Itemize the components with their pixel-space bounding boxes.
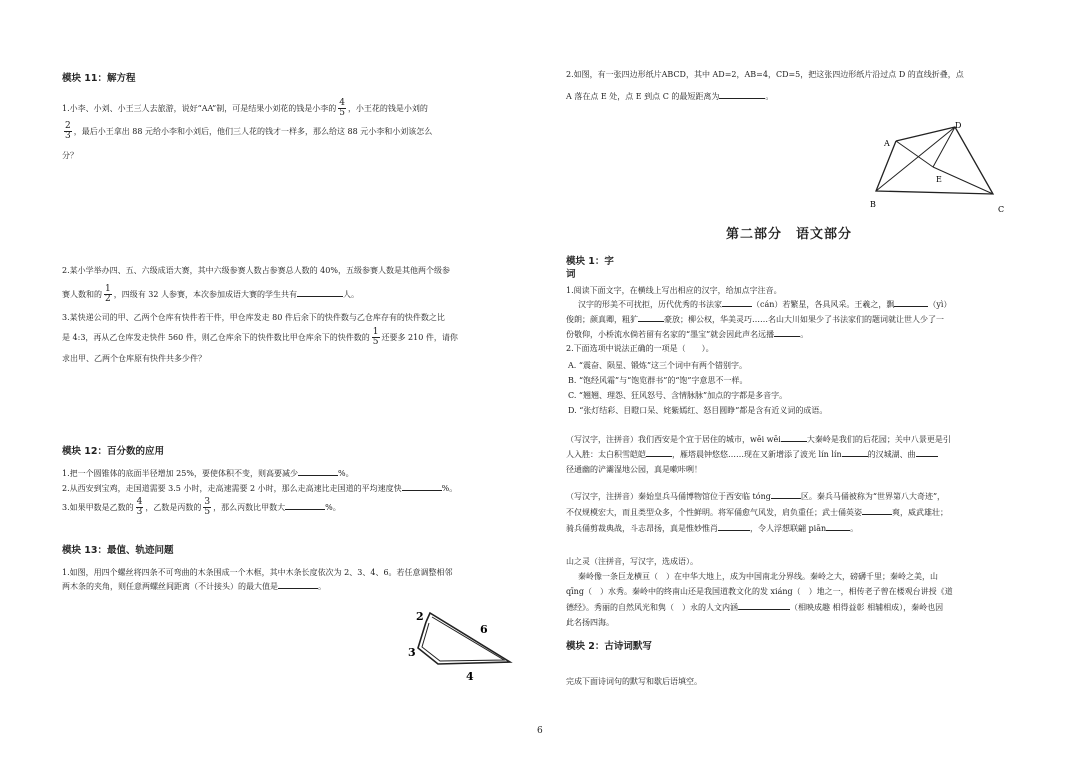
fraction: $\frac{2}{3}$ bbox=[65, 121, 71, 142]
bingmayong-line3: 骑兵俑剪裁典战，斗志昂扬，真是惟妙惟肖 ，令人浮想联翩 piān 。 bbox=[566, 524, 859, 533]
answer-blank[interactable] bbox=[862, 514, 892, 515]
option-b: B. “饱经风霜”与“饱览群书”的“饱”字意思不一样。 bbox=[568, 376, 748, 385]
answer-blank[interactable] bbox=[718, 530, 750, 531]
fig-label: E bbox=[936, 175, 942, 184]
answer-blank[interactable] bbox=[278, 588, 318, 589]
answer-blank[interactable] bbox=[916, 456, 938, 457]
yw-module-2-title: 模块 2：古诗词默写 bbox=[566, 641, 652, 652]
yw-p1: 汉字的形美不可扰拒，历代优秀的书法家 （cán）若繁星，各具风采。王羲之，飘 （yì） bbox=[578, 300, 952, 309]
q2-fold-line2: A 落在点 E 处，点 E 到点 C 的最短距离为 。 bbox=[566, 92, 774, 101]
qinling-line4: 此名扬四海。 bbox=[566, 618, 614, 627]
fraction: $\frac{4}{5}$ bbox=[339, 98, 345, 119]
part2-title: 第二部分 语文部分 bbox=[726, 227, 853, 242]
q3-line3: 求出甲、乙两个仓库原有快件共多少件？ bbox=[62, 354, 206, 363]
wood-frame-figure bbox=[400, 600, 520, 685]
fraction: $\frac{4}{3}$ bbox=[136, 497, 143, 518]
page-number: 6 bbox=[537, 726, 543, 736]
m11-q1-line2: $\frac{2}{3}$ ，最后小王拿出 88 元给小李和小刘后，他们三人花的钱才一样多，那么给这 88 元小李和小刘该怎么 bbox=[65, 121, 433, 142]
answer-blank[interactable] bbox=[297, 296, 343, 297]
quadrilateral-figure bbox=[864, 115, 1014, 217]
answer-blank[interactable] bbox=[774, 336, 800, 337]
yw-module-2-instruction: 完成下面诗词句的默写和歇后语填空。 bbox=[566, 677, 702, 686]
fig-label: C bbox=[998, 205, 1005, 214]
m11-q1-line1: 1.小李、小刘、小王三人去旅游，说好“AA”制，可是结果小刘花的钱是小李的 $\frac{4}{5}$ ，小王花的钱是小刘的 bbox=[62, 98, 428, 119]
answer-blank[interactable] bbox=[894, 306, 928, 307]
fraction: $\frac{1}{5}$ bbox=[372, 327, 379, 348]
option-d: D. “张灯结彩、目瞪口呆、姹紫嫣红、怒目圆睁”都是含有近义词的成语。 bbox=[568, 406, 828, 415]
answer-blank[interactable] bbox=[638, 321, 664, 322]
answer-blank[interactable] bbox=[781, 441, 807, 442]
yw-p2: 俊朗；颜真卿，粗犷 豪放；柳公权，华美灵巧……名山大川如果少了书法家们的题词就让世人少了一 bbox=[566, 315, 944, 324]
q3-line2: 是 4:3，再从乙仓库发走快件 560 件，则乙仓库余下的快件数比甲仓库余下的快件数的 $\frac{1}{5}$ 还要多 210 件，请你 bbox=[62, 327, 458, 348]
xian-line1: （写汉字，注拼音）我们西安是个宜于居住的城市，wēi wēi 大秦岭是我们的后花园；关中八景更是引 bbox=[566, 435, 951, 444]
q3-line1: 3.某快递公司的甲、乙两个仓库有快件若干件，甲仓库发走 80 件后余下的快件数与乙仓库存有的快件数之比 bbox=[62, 313, 445, 322]
qinling-line1: 秦岭像一条巨龙横亘（ ）在中华大地上，成为中国南北分界线。秦岭之大，磅礴千里；秦岭之美，山 bbox=[578, 572, 938, 581]
qinling-line2: qīng（ ）水秀。秦岭中的终南山还是我国道教文化的发 xiáng（ ）地之一，相传老子曾在楼观台讲授《道 bbox=[566, 587, 953, 596]
q2-fold-line1: 2.如图，有一张四边形纸片ABCD，其中 AD=2，AB=4，CD=5，把这张四边形纸片沿过点 D 的直线折叠，点 bbox=[566, 70, 964, 79]
answer-blank[interactable] bbox=[719, 98, 765, 99]
yw-q1: 1.阅读下面文字，在横线上写出相应的汉字，给加点字注音。 bbox=[566, 286, 782, 295]
answer-blank[interactable] bbox=[826, 530, 850, 531]
m12-q1: 1.把一个圆锥体的底面半径增加 25%，要使体积不变，则高要减少 %。 bbox=[62, 469, 354, 478]
fig-label: D bbox=[955, 121, 962, 130]
option-a: A. “震奋、陨星、锻炼”这三个词中有两个错别字。 bbox=[568, 361, 748, 370]
xian-line3: 径通幽的浐灞湿地公园，真是嗽咔咧！ bbox=[566, 465, 702, 474]
m12-q2: 2.从西安到宝鸡，走国道需要 3.5 小时，走高速需要 2 小时，那么走高速比走国道的平均速度快 %。 bbox=[62, 484, 458, 493]
module-13-title: 模块 13：最值、轨迹问题 bbox=[62, 545, 174, 556]
bingmayong-line1: （写汉字，注拼音）秦始皇兵马俑博物馆位于西安临 tóng 区。秦兵马俑被称为“世界第八大奇迹”， bbox=[566, 492, 946, 501]
fig-label: 3 bbox=[408, 646, 416, 659]
yw-module-1-title: 模块 1：字 词 bbox=[566, 256, 614, 280]
module-11-title: 模块 11：解方程 bbox=[62, 73, 136, 84]
answer-blank[interactable] bbox=[298, 475, 338, 476]
qinling-title: 山之灵（注拼音，写汉字，选成语）。 bbox=[566, 557, 698, 566]
q2-line1: 2.某小学举办四、五、六级成语大赛，其中六级参赛人数占参赛总人数的 40%，五级参赛人数是其他两个级参 bbox=[62, 266, 450, 275]
yw-p3: 份敬仰，小桥流水倘若留有名家的“墨宝”就会因此声名远播 。 bbox=[566, 330, 809, 339]
fig-label: A bbox=[884, 139, 890, 148]
answer-blank[interactable] bbox=[646, 456, 672, 457]
answer-blank[interactable] bbox=[738, 609, 790, 610]
answer-blank[interactable] bbox=[771, 498, 801, 499]
fraction: $\frac{1}{2}$ bbox=[105, 284, 111, 305]
answer-blank[interactable] bbox=[722, 306, 752, 307]
qinling-line3: 德经》。秀丽的自然风光和隽（ ）永的人文内涵 （相映成趣 相得益彰 相辅相成），秦岭也因 bbox=[566, 603, 944, 612]
yw-q2: 2.下面选项中说法正确的一项是（ ）。 bbox=[566, 344, 714, 353]
fig-label: 2 bbox=[416, 610, 424, 623]
option-c: C. “翘翘、理怨、狂风怒号、含情脉脉”加点的字都是多音字。 bbox=[568, 391, 788, 400]
xian-line2: 人入胜：太白积雪皑皑 ，雁塔晨钟悠悠……现在又新增添了波光 lín lín 的汉城湖、曲 bbox=[566, 450, 938, 461]
answer-blank[interactable] bbox=[402, 490, 442, 491]
fig-label: 4 bbox=[466, 670, 474, 683]
fig-label: 6 bbox=[480, 623, 488, 636]
q2-line2: 赛人数和的 $\frac{1}{2}$ ，四级有 32 人参赛，本次参加成语大赛的学生共有 人。 bbox=[62, 284, 359, 305]
bingmayong-line2: 不仅规模宏大，而且类型众多，个性鲜明。将军俑愈气风发，肩负重任；武士俑英姿 爽，威武雄壮； bbox=[566, 508, 948, 517]
m11-q1-line3: 分？ bbox=[62, 151, 78, 160]
m12-q3: 3.如果甲数是乙数的 $\frac{4}{3}$ ，乙数是丙数的 $\frac{3}{5}$ ，那么丙数比甲数大 %。 bbox=[62, 497, 341, 518]
answer-blank[interactable] bbox=[285, 509, 325, 510]
fraction: $\frac{3}{5}$ bbox=[204, 497, 211, 518]
answer-blank[interactable] bbox=[842, 456, 868, 457]
m13-q1-line1: 1.如图，用四个螺丝将四条不可弯曲的木条围成一个木框，其中木条长度依次为 2、3、4、6。若任意调整相邻 bbox=[62, 568, 453, 577]
m13-q1-line2: 两木条的夹角，则任意两螺丝间距离（不计接头）的最大值是 。 bbox=[62, 582, 326, 591]
fig-label: B bbox=[870, 200, 876, 209]
module-12-title: 模块 12：百分数的应用 bbox=[62, 446, 165, 457]
